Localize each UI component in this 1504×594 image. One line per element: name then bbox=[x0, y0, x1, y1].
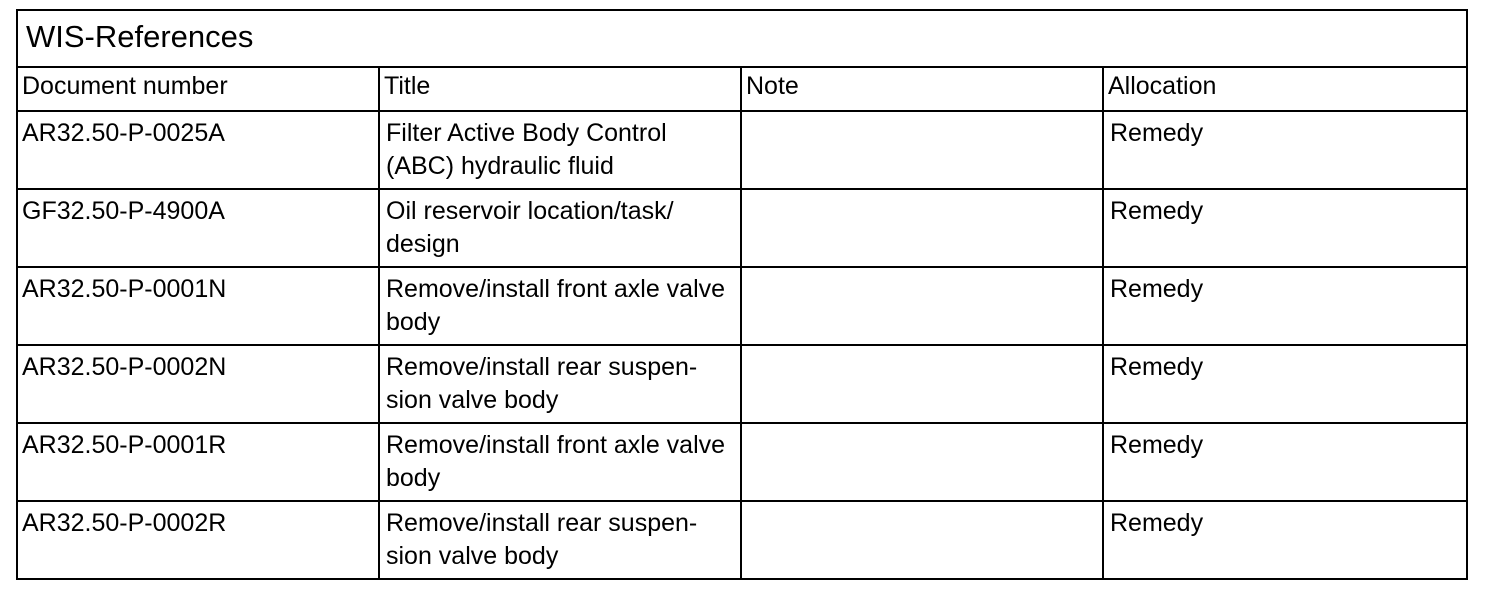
column-header-allocation: Allocation bbox=[1103, 67, 1467, 111]
table-row bbox=[17, 111, 1467, 189]
table-row bbox=[17, 423, 1467, 501]
cell-note bbox=[741, 111, 1103, 189]
table-title: WIS-References bbox=[17, 10, 1467, 67]
table-header-row bbox=[17, 67, 1467, 111]
cell-document-number: AR32.50-P-0001R bbox=[17, 423, 379, 501]
cell-allocation: Remedy bbox=[1103, 189, 1467, 267]
column-header-title: Title bbox=[379, 67, 741, 111]
cell-allocation: Remedy bbox=[1103, 267, 1467, 345]
cell-document-number: AR32.50-P-0001N bbox=[17, 267, 379, 345]
cell-document-number: AR32.50-P-0002R bbox=[17, 501, 379, 579]
cell-note bbox=[741, 189, 1103, 267]
cell-allocation: Remedy bbox=[1103, 345, 1467, 423]
cell-title: Filter Active Body Control (ABC) hydraulic fluid bbox=[379, 111, 741, 189]
cell-document-number: GF32.50-P-4900A bbox=[17, 189, 379, 267]
cell-allocation: Remedy bbox=[1103, 423, 1467, 501]
cell-allocation: Remedy bbox=[1103, 111, 1467, 189]
cell-title: Oil reservoir location/task/ design bbox=[379, 189, 741, 267]
cell-document-number: AR32.50-P-0025A bbox=[17, 111, 379, 189]
cell-note bbox=[741, 501, 1103, 579]
column-header-document-number: Document number bbox=[17, 67, 379, 111]
wis-references-table bbox=[16, 9, 1468, 580]
table-row bbox=[17, 267, 1467, 345]
table-row bbox=[17, 189, 1467, 267]
cell-allocation: Remedy bbox=[1103, 501, 1467, 579]
cell-note bbox=[741, 345, 1103, 423]
cell-title: Remove/install rear suspen-sion valve body bbox=[379, 345, 741, 423]
table-row bbox=[17, 345, 1467, 423]
cell-title: Remove/install rear suspen-sion valve body bbox=[379, 501, 741, 579]
cell-document-number: AR32.50-P-0002N bbox=[17, 345, 379, 423]
cell-title: Remove/install front axle valve body bbox=[379, 267, 741, 345]
cell-title: Remove/install front axle valve body bbox=[379, 423, 741, 501]
table-title-row bbox=[17, 10, 1467, 67]
table-row bbox=[17, 501, 1467, 579]
cell-note bbox=[741, 267, 1103, 345]
column-header-note: Note bbox=[741, 67, 1103, 111]
cell-note bbox=[741, 423, 1103, 501]
